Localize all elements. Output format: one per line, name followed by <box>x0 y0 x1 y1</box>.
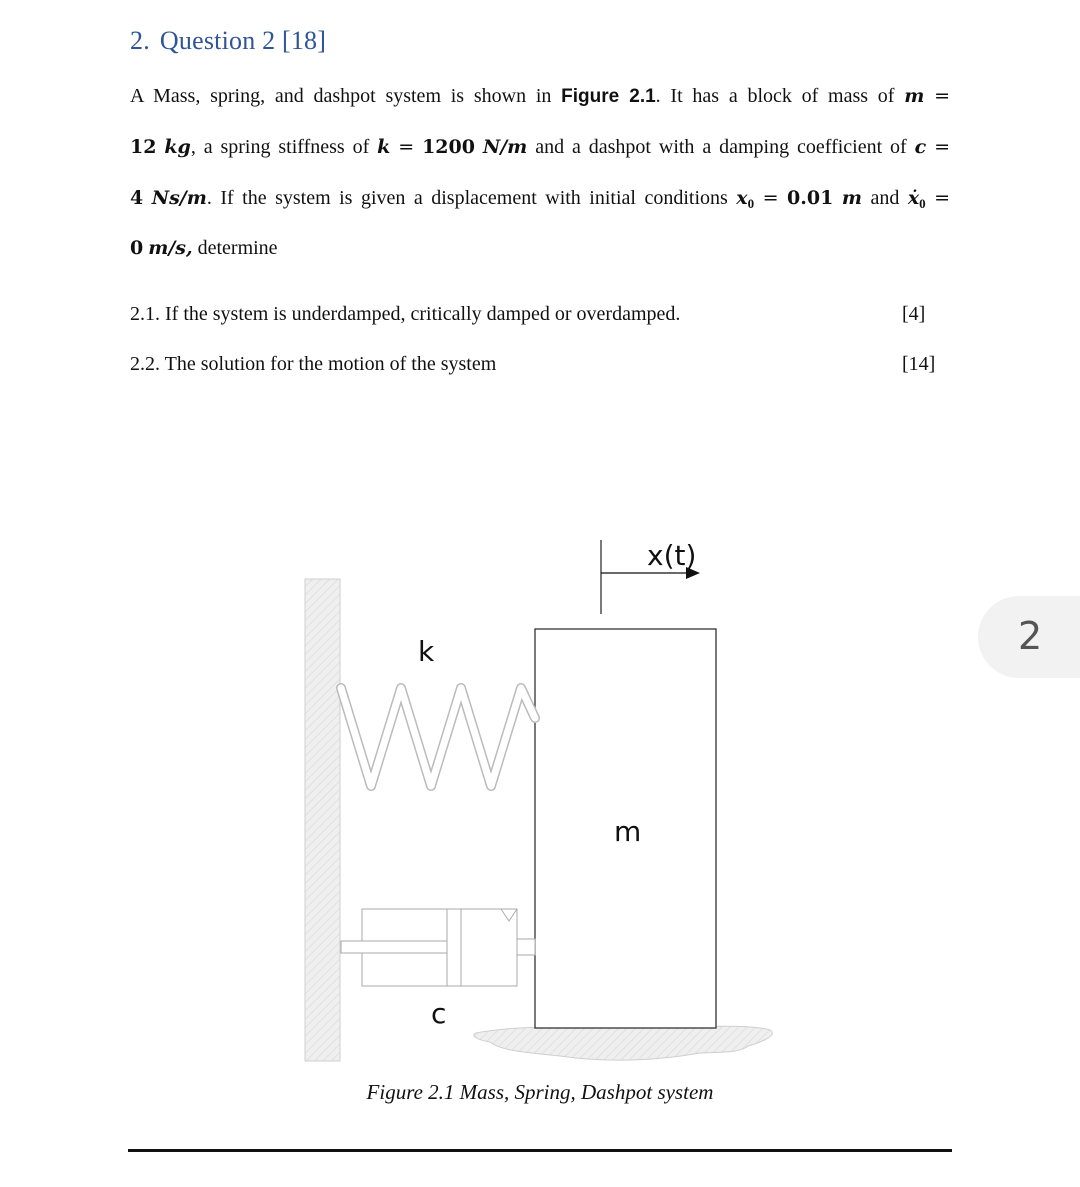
damper-label: c <box>431 997 447 1030</box>
damping-symbol: c <box>914 136 927 158</box>
heading-title: Question 2 [18] <box>159 26 327 55</box>
ground-surface <box>474 1026 772 1060</box>
page-number: 2 <box>1018 614 1043 658</box>
mass-value: 12 <box>130 136 157 158</box>
equals-sign: = <box>934 187 951 209</box>
heading-number: 2. <box>130 26 150 55</box>
mass-unit: kg <box>164 136 191 158</box>
stiffness-symbol: k <box>377 136 391 158</box>
equals-sign: = <box>762 187 779 209</box>
spring-label: k <box>418 635 435 668</box>
intro-line-2 <box>130 136 950 159</box>
intro-line-3 <box>130 187 950 212</box>
xdot0-expr <box>908 187 926 209</box>
x0-value: 0.01 <box>787 187 834 209</box>
mass-symbol: m <box>904 85 925 107</box>
equals-sign: = <box>934 85 951 107</box>
dashpot-c <box>341 909 535 986</box>
figure-caption: Figure 2.1 Mass, Spring, Dashpot system <box>366 1080 714 1104</box>
item-marks: [4] <box>902 303 926 325</box>
damping-value: 4 <box>130 187 144 209</box>
question-item-2-1 <box>130 303 940 326</box>
damping-value-expr <box>130 187 207 209</box>
footer-rule <box>128 1149 952 1152</box>
intro-text-5: . If the system is given a displacement with initial conditions <box>206 187 728 209</box>
intro-line-4 <box>130 237 950 260</box>
intro-text-6: and <box>870 187 900 209</box>
stiffness-unit: N/m <box>482 136 528 158</box>
intro-line-1 <box>130 85 950 108</box>
intro-text-4: and a dashpot with a damping coefficient of <box>535 136 907 158</box>
displacement-label: x(t) <box>647 539 697 572</box>
spring-k <box>341 688 535 786</box>
figure-reference: Figure 2.1 <box>561 86 656 107</box>
xdot0-unit: m/s, <box>148 237 193 259</box>
intro-text-2: . It has a block of mass of <box>655 85 895 107</box>
xdot0-subscript: 0 <box>919 196 926 211</box>
xdot0-symbol: ẋ <box>907 187 920 209</box>
damping-unit: Ns/m <box>151 187 207 209</box>
equals-sign: = <box>398 136 415 158</box>
mass-spring-dashpot-figure <box>0 520 1080 1080</box>
fixed-wall <box>305 579 340 1061</box>
mass-value-expr <box>130 136 191 158</box>
x0-unit: m <box>841 187 862 209</box>
item-marks: [14] <box>902 353 936 375</box>
mass-label: m <box>614 815 642 848</box>
x0-subscript: 0 <box>747 196 755 211</box>
intro-text-1: A Mass, spring, and dashpot system is shown in <box>130 85 552 107</box>
item-label: 2.1. If the system is underdamped, critically damped or overdamped. <box>130 303 681 325</box>
x0-expr <box>736 187 754 209</box>
equals-sign: = <box>934 136 951 158</box>
page-number-badge[interactable] <box>978 596 1080 678</box>
xdot0-value: 0 <box>130 237 144 259</box>
x0-symbol: x <box>736 187 748 209</box>
intro-text-3: , a spring stiffness of <box>190 136 370 158</box>
intro-text-7: determine <box>197 237 278 259</box>
question-item-2-2 <box>130 353 940 376</box>
question-heading <box>130 26 326 56</box>
item-label: 2.2. The solution for the motion of the system <box>130 353 497 375</box>
stiffness-value: 1200 <box>422 136 475 158</box>
